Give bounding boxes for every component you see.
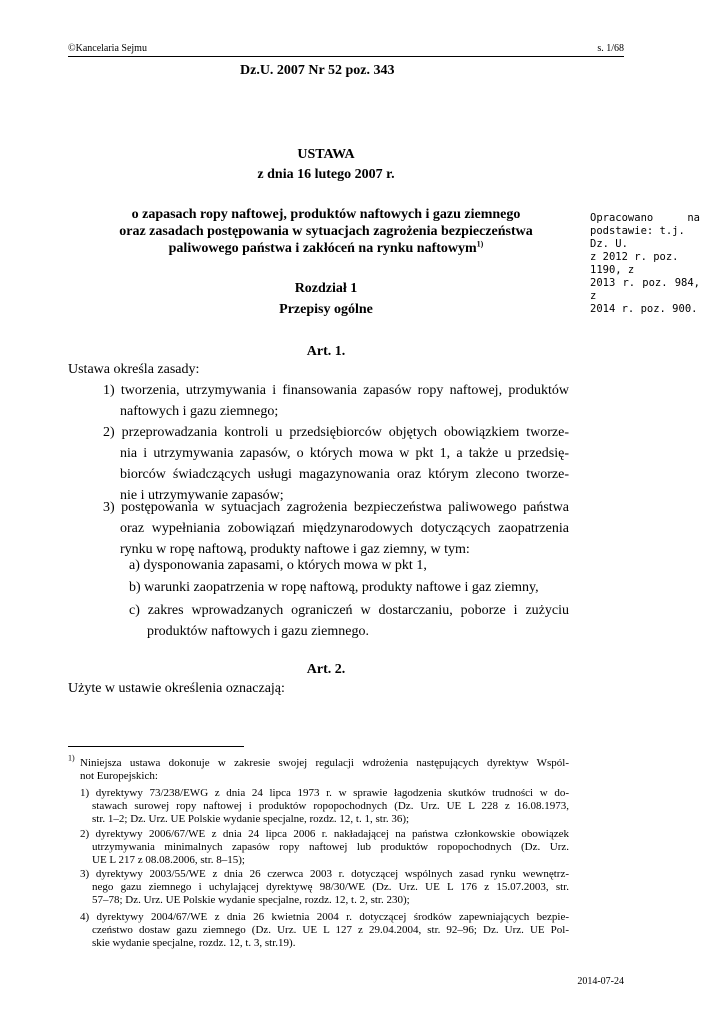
act-title-line: o zapasach ropy naftowej, produktów naftowych i gazu ziemnego (131, 207, 521, 222)
footnote-intro (80, 757, 569, 783)
chapter-title: Przepisy ogólne (279, 302, 373, 317)
article-1-point-2 (103, 422, 569, 506)
journal-reference: Dz.U. 2007 Nr 52 poz. 343 (240, 63, 395, 78)
act-title-line: oraz zasadach postępowania w sytuacjach zagrożenia bezpieczeństwa (119, 224, 533, 239)
footnote-marker-text: 1) (68, 753, 75, 763)
footnote-line: czeństwo dostaw gazu ziemnego (Dz. Urz. UE L 127 z 29.04.2004, str. 92–96; Dz. Urz. UE Pol- (92, 924, 569, 936)
header-page-number: s. 1/68 (597, 43, 624, 54)
point-line: c) zakres wprowadzanych ograniczeń w dostarczaniu, poborze i zużyciu (129, 603, 569, 618)
footnote-item-4 (80, 911, 569, 950)
article-2-intro: Użyte w ustawie określenia oznaczają: (68, 681, 285, 696)
footnote-line: stawach surowej ropy naftowej i produktów ropopochodnych (Dz. Urz. UE L 228 z 16.08.1973, (92, 800, 569, 812)
article-1-heading: Art. 1. (306, 344, 346, 359)
article-1-subpoint-b: b) warunki zaopatrzenia w ropę naftową, produkty naftowe i gaz ziemny, (129, 580, 539, 595)
footnote-line: utrzymywania minimalnych zapasów ropy naftowej lub produktów ropopochodnych (Dz. Urz. (92, 841, 569, 853)
footnote-line: Niniejsza ustawa dokonuje w zakresie swojej regulacji wdrożenia następujących dyrektyw Wspól- (80, 757, 569, 769)
note-line: Opracowano na (590, 212, 700, 224)
footnote-marker (68, 753, 75, 769)
article-2-heading: Art. 2. (306, 662, 346, 677)
point-line: biorców świadczących usługi magazynowania oraz którym zlecono tworze- (120, 467, 569, 482)
note-line: z 2012 r. poz. 1190, z (590, 251, 679, 276)
footnote-line: skie wydanie specjalne, rozdz. 12, t. 3, str.19). (92, 937, 296, 949)
act-title (98, 206, 554, 257)
article-1-subpoint-a: a) dysponowania zapasami, o których mowa w pkt 1, (129, 558, 427, 573)
header-publisher: ©Kancelaria Sejmu (68, 43, 147, 54)
point-line: naftowych i gazu ziemnego; (120, 404, 279, 419)
footnote-line: 3) dyrektywy 2003/55/WE z dnia 26 czerwca 2003 r. dotyczącej wspólnych zasad rynku wewnętrz- (80, 868, 569, 880)
point-line: produktów naftowych i gazu ziemnego. (147, 624, 369, 639)
footnote-item-1 (80, 787, 569, 826)
article-1-intro: Ustawa określa zasady: (68, 362, 200, 377)
footnote-line: 4) dyrektywy 2004/67/WE z dnia 26 kwietnia 2004 r. dotyczącej środków zapewniających bezpie- (80, 911, 569, 923)
act-date: z dnia 16 lutego 2007 r. (257, 167, 395, 182)
footnote-line: UE L 217 z 08.08.2006, str. 8–15); (92, 854, 245, 866)
point-line: oraz wypełniania zobowiązań międzynarodowych dotyczących zaopatrzenia (120, 521, 569, 536)
point-line: nia i utrzymywania zapasów, o których mowa w pkt 1, a także u przedsię- (120, 446, 569, 461)
act-title-text: paliwowego państwa i zakłóceń na rynku naftowym (168, 241, 477, 256)
note-line: 2013 r. poz. 984, z (590, 277, 700, 302)
point-line: 2) przeprowadzania kontroli u przedsiębiorców objętych obowiązkiem tworze- (103, 425, 569, 440)
note-line: 2014 r. poz. 900. (590, 303, 698, 315)
footnote-separator (68, 746, 244, 747)
footnote-item-3 (80, 868, 569, 907)
consolidation-note (590, 212, 700, 316)
article-1-point-3 (103, 497, 569, 560)
act-title-line (98, 240, 554, 257)
point-line: 1) tworzenia, utrzymywania i finansowania zapasów ropy naftowej, produktów (103, 383, 569, 398)
act-type: USTAWA (297, 147, 355, 162)
footnote-reference[interactable]: 1) (476, 239, 484, 249)
footnote-line: 57–78; Dz. Urz. UE Polskie wydanie specjalne, rozdz. 12, t. 2, str. 230); (92, 894, 410, 906)
point-line: nie i utrzymywanie zapasów; (120, 488, 284, 503)
footnote-line: 1) dyrektywy 73/238/EWG z dnia 24 lipca 1973 r. w sprawie łagodzenia skutków trudności w do- (80, 787, 569, 799)
header-divider (68, 56, 624, 57)
footer-date: 2014-07-24 (577, 976, 624, 987)
chapter-number: Rozdział 1 (294, 281, 358, 296)
point-line: rynku w ropę naftową, produkty naftowe i gaz ziemny, w tym: (120, 542, 470, 557)
footnote-item-2 (80, 828, 569, 867)
point-line: 3) postępowania w sytuacjach zagrożenia bezpieczeństwa paliwowego państwa (103, 500, 569, 515)
article-1-subpoint-c (129, 600, 569, 642)
footnote-line: not Europejskich: (80, 770, 158, 782)
note-line: podstawie: t.j. Dz. U. (590, 225, 685, 250)
footnote-line: str. 1–2; Dz. Urz. UE Polskie wydanie specjalne, rozdz. 12, t. 1, str. 36); (92, 813, 410, 825)
footnote-line: 2) dyrektywy 2006/67/WE z dnia 24 lipca 2006 r. nakładającej na państwa członkowskie obowiązek (80, 828, 569, 840)
article-1-point-1 (103, 380, 569, 422)
footnote-line: nego gazu ziemnego i uchylającej dyrektywę 98/30/WE (Dz. Urz. UE L 176 z 15.07.2003, str. (92, 881, 569, 893)
